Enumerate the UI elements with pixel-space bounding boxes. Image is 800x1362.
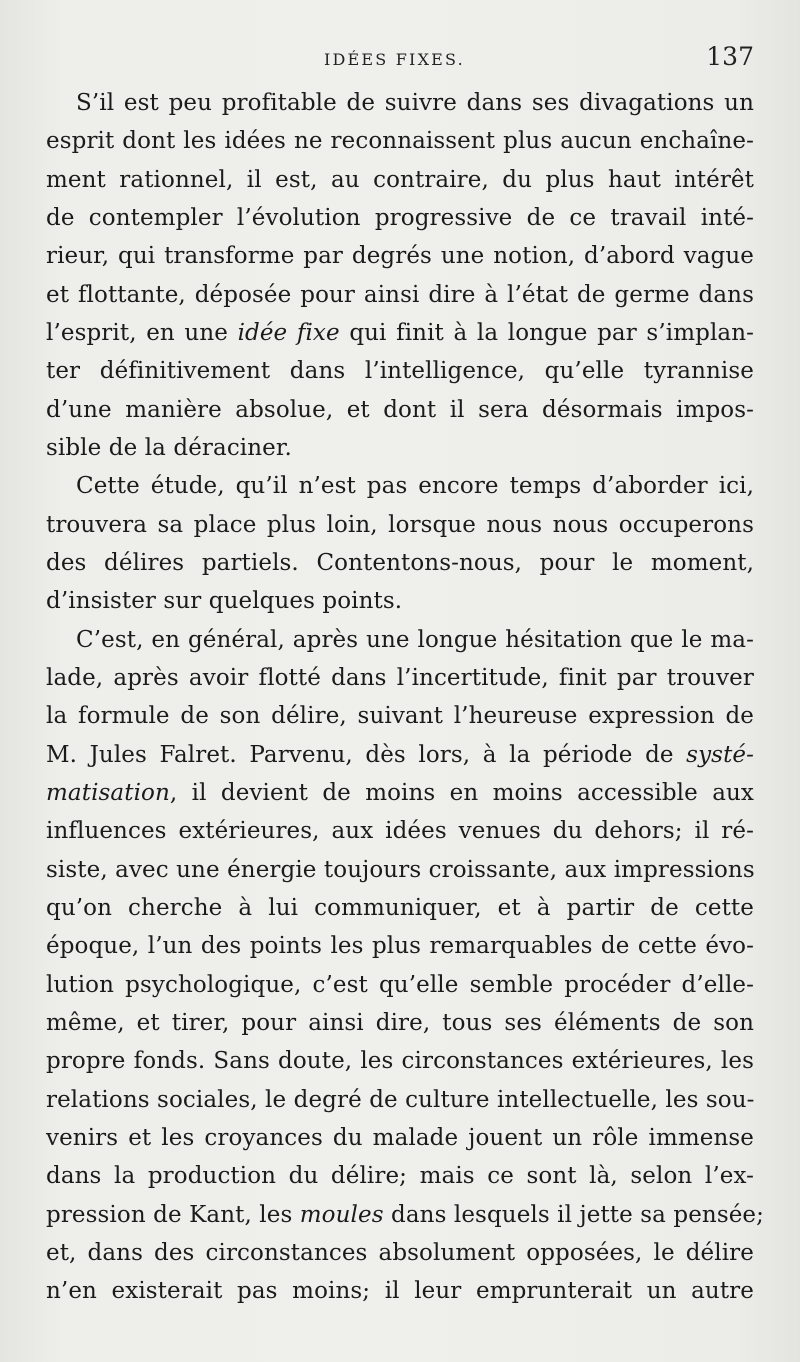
text-line [46,1196,764,1234]
line-text: des délires partiels. Contentons-nous, pour le moment, [46,549,754,576]
text-line [46,161,754,199]
text-line [46,84,754,122]
line-text: et flottante, déposée pour ainsi dire à l’état de germe dans [46,281,754,308]
text-line [46,1119,754,1157]
line-text: propre fonds. Sans doute, les circonstances extérieures, les [46,1048,754,1075]
line-text: pression de Kant, les [46,1201,300,1228]
italic-text: matisation [46,779,170,806]
text-line [46,1234,754,1272]
paragraph [46,84,754,467]
body-text [46,84,764,1311]
line-text: rieur, qui transforme par degrés une notion, d’abord vague [46,243,754,270]
line-text: , il devient de moins en moins accessible aux [169,779,754,806]
text-line [46,429,754,467]
text-line [46,199,754,237]
text-line [46,506,754,544]
italic-text: moules [299,1201,384,1228]
text-line [46,966,754,1004]
text-line [46,1004,754,1042]
running-title: IDÉES FIXES. [324,50,465,69]
text-line [46,659,754,697]
line-text: trouvera sa place plus loin, lorsque nous nous occuperons [46,511,754,538]
text-line [46,1081,754,1119]
line-text: et, dans des circonstances absolument opposées, le délire [46,1239,754,1266]
text-line [46,352,754,390]
text-line [46,544,754,582]
line-text: n’en existerait pas moins; il leur emprunterait un autre [46,1278,754,1305]
text-line [46,276,754,314]
italic-text: idée fixe [237,319,340,346]
line-text: l’esprit, en une [46,319,238,346]
line-text: C’est, en général, après une longue hésitation que le ma- [76,626,754,653]
line-text: de contempler l’évolution progressive de ce travail inté- [46,204,754,231]
line-text: ment rationnel, il est, au contraire, du plus haut intérêt [46,166,754,193]
line-text: ter définitivement dans l’intelligence, qu’elle tyrannise [46,358,754,385]
line-text: influences extérieures, aux idées venues du dehors; il ré- [46,818,754,845]
line-text: esprit dont les idées ne reconnaissent plus aucun enchaîne- [46,128,754,155]
text-line [46,122,754,160]
line-text: siste, avec une énergie toujours croissante, aux impressions [46,856,755,883]
line-text: la formule de son délire, suivant l’heureuse expression de [46,703,754,730]
page-number: 137 [706,42,754,71]
paragraph [46,621,764,1311]
text-line [46,621,754,659]
text-line [46,582,754,620]
line-text: venirs et les croyances du malade jouent un rôle immense [46,1124,754,1151]
line-text: même, et tirer, pour ainsi dire, tous ses éléments de son [46,1009,754,1036]
line-text: sible de la déraciner. [46,434,292,461]
line-text: d’une manière absolue, et dont il sera désormais impos- [46,396,754,423]
text-line [46,1042,754,1080]
line-text: lade, après avoir flotté dans l’incertitude, finit par trouver [46,664,754,691]
text-line [46,467,754,505]
text-line [46,889,754,927]
text-line [46,697,754,735]
line-text: qu’on cherche à lui communiquer, et à partir de cette [46,894,754,921]
text-line [46,237,754,275]
text-line [46,851,754,889]
line-text: M. Jules Falret. Parvenu, dès lors, à la période de [46,741,687,768]
line-text: Cette étude, qu’il n’est pas encore temps d’aborder ici, [76,473,754,500]
paragraph [46,467,754,620]
text-line [46,736,754,774]
line-text: dans lesquels il jette sa pensée; [383,1201,764,1228]
text-line [46,1272,754,1310]
running-head [0,42,800,82]
text-line [46,391,754,429]
line-text: qui finit à la longue par s’implan- [339,319,754,346]
line-text: S’il est peu profitable de suivre dans ses divagations un [76,90,754,116]
text-line [46,1157,754,1195]
line-text: d’insister sur quelques points. [46,588,403,615]
text-line [46,927,754,965]
text-line [46,314,754,352]
line-text: époque, l’un des points les plus remarquables de cette évo- [46,933,754,960]
line-text: relations sociales, le degré de culture intellectuelle, les sou- [46,1086,755,1113]
line-text: lution psychologique, c’est qu’elle semble procéder d’elle- [46,971,754,998]
line-text: dans la production du délire; mais ce sont là, selon l’ex- [46,1163,754,1190]
text-line [46,812,754,850]
text-line [46,774,754,812]
italic-text: systé- [686,741,754,768]
